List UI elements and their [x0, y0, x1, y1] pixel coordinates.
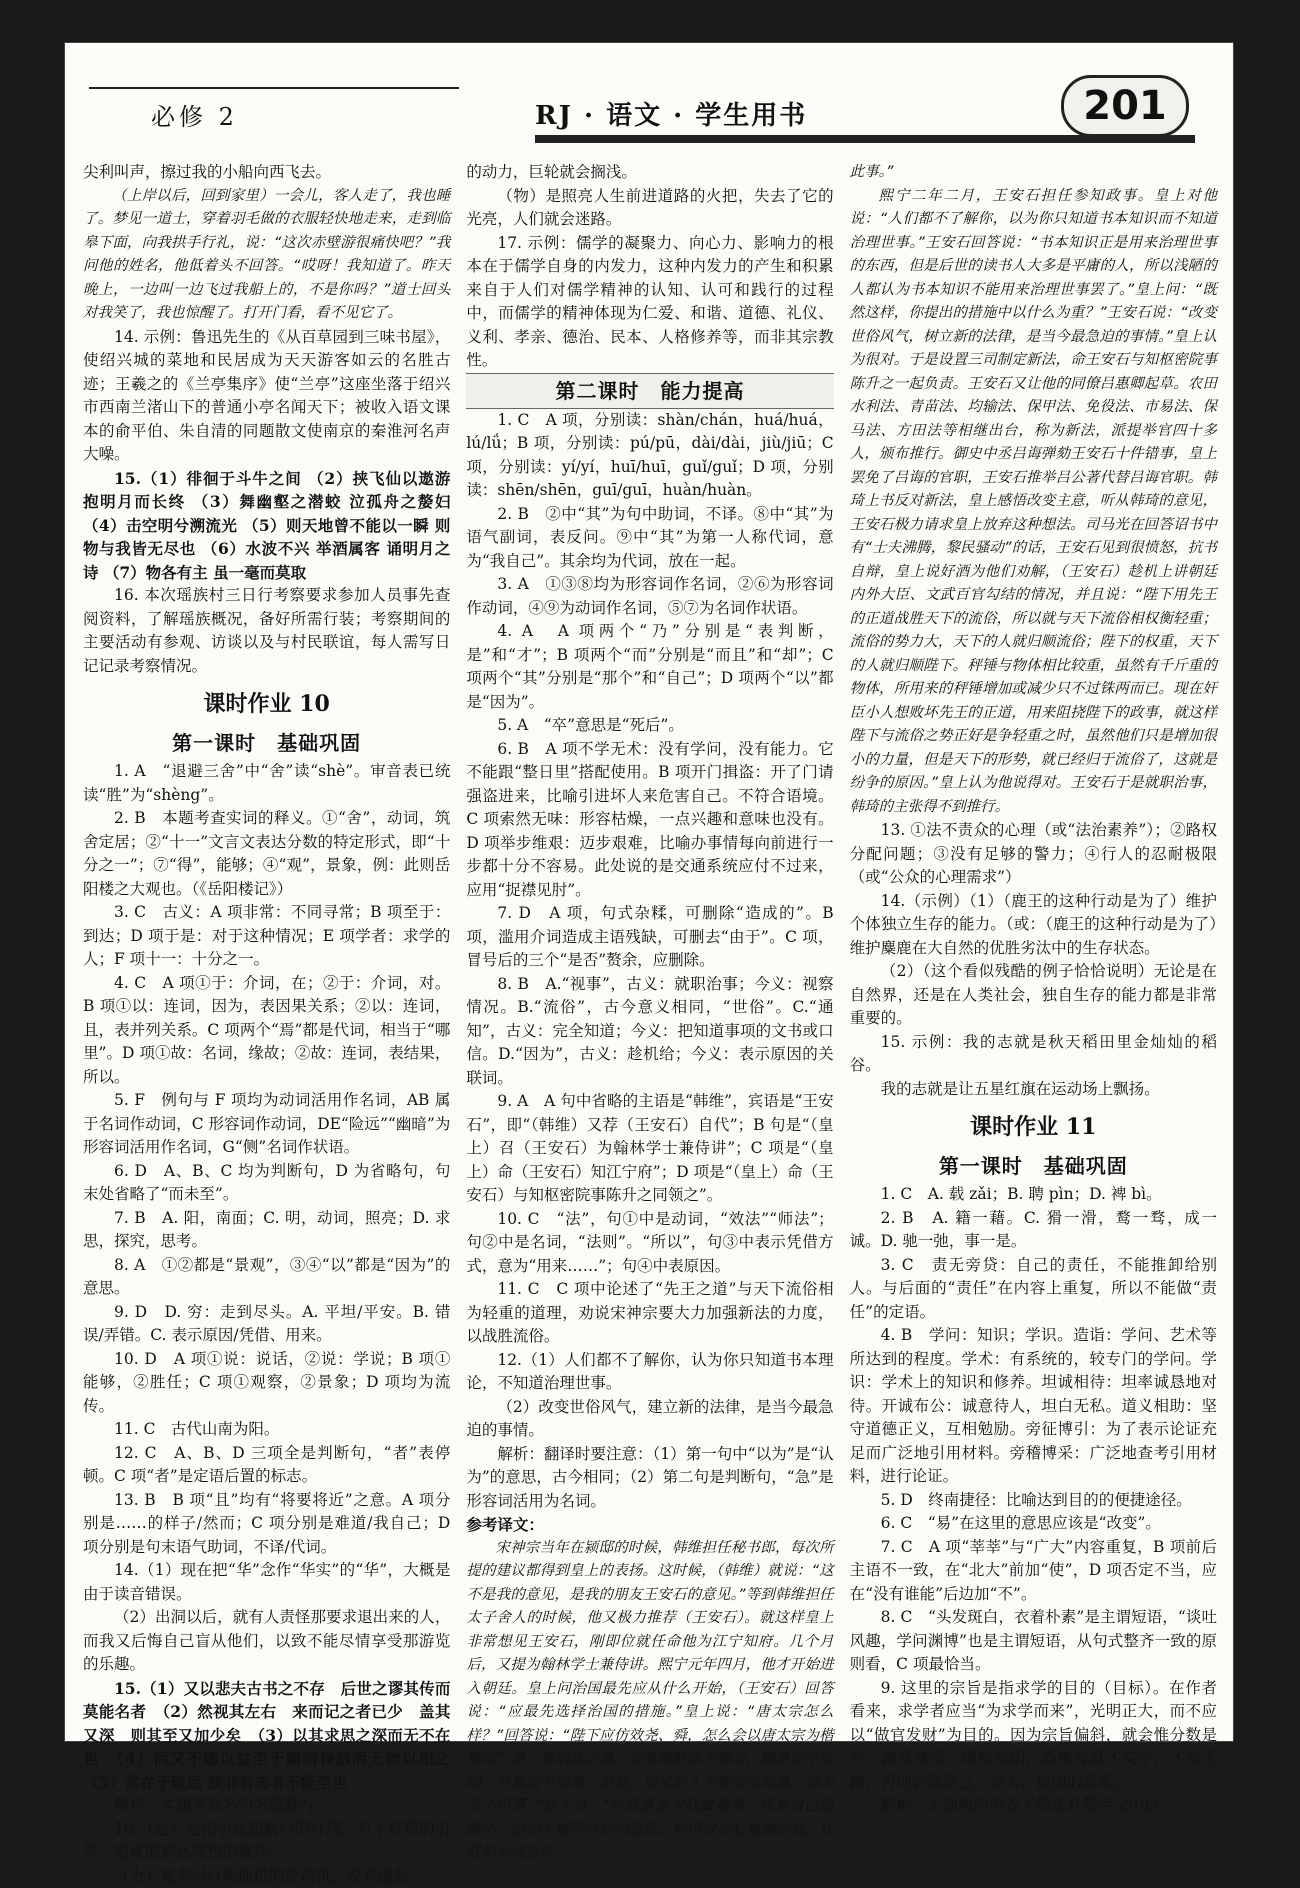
answer-paragraph: 6. D A、B、C 均为判断句，D 为省略句，句末处省略了“而未至”。	[83, 1160, 450, 1207]
answer-paragraph: （力）是牵引巨轮前进的发动机，没有强劲	[83, 1865, 450, 1888]
subject-label: 必修 2	[151, 97, 238, 132]
answer-paragraph: 5. A “卒”意思是“死后”。	[466, 714, 833, 738]
answer-paragraph: 熙宁二年二月，王安石担任参知政事。皇上对他说：“人们都不了解你，以为你只知道书本知识而不知道治理世事。”王安石回答说：“书本知识正是用来治理世事的东西，但是后世的读书人大多是平庸的人，所以浅陋的人都认为书本知识不能用来治理世事罢了。”皇上问：“既然这样，你提出的措施中以什么为重？”王安石说：“改变世俗风气，树立新的法律，是当今最急迫的事情。”皇上认为很对。于是设置三司制定新法，命王安石与知枢密院事陈升之一起负责。王安石又让他的同僚吕惠卿起草。农田水利法、青苗法、均输法、保甲法、免役法、市易法、保马法、方田法等相继出台，称为新法，派提举官四十多人，颁布推行。御史中丞吕诲弹劾王安石十件错事，皇上罢免了吕诲的官职，王安石推举吕公著代替吕诲官职。韩琦上书反对新法，皇上感悟改变主意，听从韩琦的意见，王安石极力请求皇上放弃这种想法。司马光在回答诏书中有“士夫沸腾，黎民骚动”的话，王安石见到很愤怒，抗书自辩，皇上说好酒为他们劝解，（王安石）趁机上讲朝廷内外大臣、文武百官勾结的情况，并且说：“陛下用先王的正道战胜天下的流俗，所以就与天下流俗相权衡轻重；流俗的势力大，天下的人就归顺流俗；陛下的权重，天下的人就归顺陛下。秤锤与物体相比较重，虽然有千斤重的物体，所用来的秤锤增加或减少只不过铢两而已。现在奸臣小人想败坏先王的正道，用来阻挠陛下的政事，就这样陛下与流俗之势正好是争轻重之时，虽然他们只是增加很小的力量，但是天下的形势，就已经归于流俗了，这就是纷争的原因。”皇上认为他说得对。王安石于是就职治事，韩琦的主张得不到推行。	[850, 185, 1217, 820]
answer-paragraph: 7. B A. 阳，南面；C. 明，动词，照亮；D. 求思，探究，思考。	[83, 1207, 450, 1254]
answer-paragraph: 14.（示例）（1）（鹿王的这种行动是为了）维护个体独立生存的能力。（或：（鹿王的这种行动是为了）维护麋鹿在大自然的优胜劣汰中的生存状态。	[850, 890, 1217, 961]
answer-paragraph: 9. A A 句中省略的主语是“韩维”，宾语是“王安石”，即“（韩维）又荐（王安石）自代”；B 句是“（皇上）召（王安石）为翰林学士兼侍讲”；C 项是“（皇上）命（王安石）知江宁府”；D 项是“（皇上）命（王安石）与知枢密院事陈升之同领之”。	[466, 1090, 833, 1208]
answer-paragraph: 9. D D. 穷：走到尽头。A. 平坦/平安。B. 错误/弄错。C. 表示原因/凭借、用来。	[83, 1301, 450, 1348]
answer-paragraph: 3. A ①③⑧均为形容词作名词，②⑥为形容词作动词，④⑨为动词作名词，⑤⑦为名词作状语。	[466, 573, 833, 620]
answer-paragraph: （2）改变世俗风气，建立新的法律，是当今最急迫的事情。	[466, 1396, 833, 1443]
answer-paragraph: 14. 示例：鲁迅先生的《从百草园到三味书屋》，使绍兴城的菜地和民居成为天天游客如云的名胜古迹；王羲之的《兰亭集序》使“兰亭”这座坐落于绍兴市西南兰渚山下的普通小亭名闻天下；被收入语文课本的俞平伯、朱自清的同题散文使南京的秦淮河名声大噪。	[83, 326, 450, 467]
answer-paragraph: 解析：翻译时要注意：（1）第一句中“以为”是“认为”的意思，古今相同；（2）第二句是判断句，“急”是形容词活用为名词。	[466, 1443, 833, 1514]
answer-paragraph: 2. B A. 籍一藉。C. 猾一滑，鹜一骛，成一诚。D. 驰一弛，事一是。	[850, 1207, 1217, 1254]
answer-paragraph: 尖利叫声，擦过我的小船向西飞去。	[83, 161, 450, 185]
page-number: 201	[1061, 75, 1189, 137]
answer-paragraph: 3. C 古义：A 项非常：不同寻常；B 项至于：到达；D 项于是：对于这种情况；E 项学者：求学的人；F 项十一：十分之一。	[83, 901, 450, 972]
answer-paragraph: 7. C A 项“莘莘”与“广大”内容重复，B 项前后主语不一致，在“北大”前加“使”，D 项否定不当，应在“没有谁能”后边加“不”。	[850, 1536, 1217, 1607]
answer-paragraph: 2. B ②中“其”为句中助词，不译。⑧中“其”为语气副词，表反问。⑨中“其”为第一人称代词，意为“我自己”。其余均为代词，放在一起。	[466, 503, 833, 574]
homework-heading: 课时作业 11	[850, 1107, 1217, 1147]
book-title: RJ · 语文 · 学生用书	[535, 95, 807, 132]
answer-paragraph: 17. 示例：儒学的凝聚力、向心力、影响力的根本在于儒学自身的内发力，这种内发力的产生和积累来自于人们对儒学精神的认知、认可和践行的过程中，而儒学的精神体现为仁爱、和谐、道德、礼仪、义利、孝亲、德治、民本、人格修养等，而非其宗教性。	[466, 232, 833, 373]
answer-paragraph: 1. C A. 载 zǎi；B. 聘 pìn；D. 裨 bì。	[850, 1183, 1217, 1207]
answer-paragraph: 9. 这里的宗旨是指求学的目的（目标）。在作者看来，求学者应当“为求学而来”，光明正大，而不应以“做官发财”为目的。因为宗旨偏斜，就会惟分数是争、潦草塞责、虚度光阴，而唯有真才实学，才是正路，否则会致误己、误人、误国的恶果。	[850, 1677, 1217, 1795]
answer-paragraph: （2）（这个看似残酷的例子恰恰说明）无论是在自然界，还是在人类社会，独自生存的能力都是非常重要的。	[850, 960, 1217, 1031]
answer-paragraph: 10. C “法”，句①中是动词，“效法”“师法”；句②中是名词，“法则”。“所以”，句③中表示凭借方式，意为“用来……”；句④中表原因。	[466, 1208, 833, 1279]
section-heading: 第一课时 基础巩固	[83, 726, 450, 760]
answer-paragraph: 11. C 古代山南为阳。	[83, 1418, 450, 1442]
homework-heading: 课时作业 10	[83, 684, 450, 724]
answer-paragraph: （上岸以后，回到家里）一会儿，客人走了，我也睡了。梦见一道士，穿着羽毛做的衣服轻快地走来，走到临皋下面，向我拱手行礼，说：“这次赤壁游很痛快吧？”我问他的姓名，他低着头不回答。“哎呀！我知道了。昨天晚上，一边叫一边飞过我船上的，不是你吗？”道士回头对我笑了，我也惊醒了。打开门看，看不见它了。	[83, 185, 450, 326]
answer-paragraph: （物）是照亮人生前进道路的火把，失去了它的光亮，人们就会迷路。	[466, 185, 833, 232]
answer-paragraph: 的动力，巨轮就会搁浅。	[466, 161, 833, 185]
book-page	[64, 42, 1234, 1742]
answer-paragraph: 15. 示例：我的志就是秋天稻田里金灿灿的稻谷。	[850, 1031, 1217, 1078]
answer-paragraph: 16.（志）是指引轮船航行的灯塔，有了灯塔的引导，船就能到达理想的彼岸。	[83, 1818, 450, 1865]
header-rule	[89, 87, 459, 89]
answer-paragraph: 15.（1）徘徊于斗牛之间 （2）挟飞仙以遨游 抱明月而长终 （3）舞幽壑之潜蛟 泣孤舟之嫠妇 （4）击空明兮溯流光 （5）则天地曾不能以一瞬 则物与我皆无尽也 （6）水波不兴 举酒属客 诵明月之诗 （7）物各有主 虽一毫而莫取	[83, 467, 450, 585]
answer-paragraph: 6. B A 项不学无术：没有学问，没有能力。它不能跟“整日里”搭配使用。B 项开门揖盗：开了门请强盗进来，比喻引进坏人来危害自己。不符合语境。C 项索然无味：形容枯燥，一点兴趣和意味也没有。D 项举步维艰：迈步艰难，比喻办事情每向前进行一步都十分不容易。此处说的是交通系统应付不过来，应用“捉襟见肘”。	[466, 738, 833, 903]
answer-paragraph: 解析：本题考查名句名篇默写。	[83, 1794, 450, 1818]
answer-paragraph: 7. D A 项，句式杂糅，可删除“造成的”。B 项，滥用介词造成主语残缺，可删去“由于”。C 项，冒号后的三个“是否”赘余，应删除。	[466, 902, 833, 973]
answer-paragraph: 16. 本次瑶族村三日行考察要求参加人员事先查阅资料，了解瑶族概况，备好所需行装；考察期间的主要活动有参观、访谈以及与村民联谊，每人需写日记记录考察情况。	[83, 584, 450, 678]
answer-paragraph: 参考译文：	[466, 1513, 833, 1537]
answer-paragraph: 8. C “头发斑白，衣着朴素”是主谓短语，“谈吐风趣，学问渊博”也是主谓短语，从句式整齐一致的原则看，C 项最恰当。	[850, 1606, 1217, 1677]
answer-paragraph: 8. A ①②都是“景观”，③④“以”都是“因为”的意思。	[83, 1254, 450, 1301]
answer-paragraph: 2. B 本题考查实词的释义。①“舍”，动词，筑舍定居；②“十一”文言文表达分数的特定形式，即“十分之一”；⑦“得”，能够；④“观”，景象，例：此则岳阳楼之大观也。（《岳阳楼记》）	[83, 807, 450, 901]
answer-paragraph: （2）出洞以后，就有人责怪那要求退出来的人，而我又后悔自己盲从他们，以致不能尽情享受那游览的乐趣。	[83, 1606, 450, 1677]
answer-paragraph: 5. F 例句与 F 项均为动词活用作名词，AB 属于名词作动词，C 形容词作动词，DE“险远”“幽暗”为形容词活用作名词，G“侧”名词作状语。	[83, 1089, 450, 1160]
answer-paragraph: 4. B 学问：知识；学识。造诣：学问、艺术等所达到的程度。学术：有系统的，较专门的学问。学识：学术上的知识和修养。坦诚相待：坦率诚恳地对待。开诚布公：诚意待人，坦白无私。道义相助：坚守道德正义，互相勉励。旁征博引：为了表示论证充足而广泛地引用材料。旁稽博采：广泛地查考引用材料，进行论证。	[850, 1324, 1217, 1489]
answer-paragraph: 5. D 终南捷径：比喻达到目的的便捷途径。	[850, 1489, 1217, 1513]
answer-paragraph: 4. A A 项两个“乃”分别是“表判断，是”和“才”；B 项两个“而”分别是“而且”和“却”；C 项两个“其”分别是“那个”和“自己”；D 项两个“以”都是“因为”。	[466, 620, 833, 714]
answer-paragraph: 4. C A 项①于：介词，在；②于：介词，对。B 项①以：连词，因为，表因果关系；②以：连词，且，表并列关系。C 项两个“焉”都是代词，相当于“哪里”。D 项①故：名词，缘故；②故：连词，表结果，所以。	[83, 972, 450, 1090]
answer-paragraph: 解析：上面两问考查了筛选并整合文中信	[850, 1794, 1217, 1818]
answer-paragraph: 1. C A 项，分别读：shàn/chán，huá/huá，lú/lǘ；B 项，分别读：pú/pū，dài/dài，jiù/jiū；C 项，分别读：yí/yí，huī/huī，guǐ/guǐ；D 项，分别读：shēn/shēn，guī/guī，huàn/huàn。	[466, 409, 833, 503]
answer-paragraph: 14.（1）现在把“华”念作“华实”的“华”，大概是由于读音错误。	[83, 1559, 450, 1606]
answer-paragraph: 12. C A、B、D 三项全是判断句，“者”表停顿。C 项“者”是定语后置的标志。	[83, 1442, 450, 1489]
answer-paragraph: 12.（1）人们都不了解你，认为你只知道书本理论，不知道治理世事。	[466, 1349, 833, 1396]
answer-paragraph: 宋神宗当年在颍邸的时候，韩维担任秘书郎，每次所提的建议都得到皇上的表扬。这时候，（韩维）就说：“这不是我的意见，是我的朋友王安石的意见。”等到韩维担任太子舍人的时候，他又极力推荐（王安石）。就这样皇上非常想见王安石，刚即位就任命他为江宁知府。几个月后，又提为翰林学士兼侍讲。熙宁元年四月，他才开始进入朝廷。皇上问治国最先应从什么开始，（王安石）回答说：“应最先选择治国的措施。”皇上说：“唐太宗怎么样？”回答说：“陛下应仿效尧、舜，怎么会以唐太宗为楷模呢？尧、舜治政之道，非常简略而不繁杂，精要而不迂阔，容易而不烦难。但是，后来的人不能完全知道，以为高不可攀。”皇上说：“你真是要求我做难事，我看自己很渺小，恐怕不能符合你的意思。你可以尽心地辅助我，让我们共同完成	[466, 1537, 833, 1866]
page-header	[65, 43, 1233, 153]
column-right	[850, 161, 1217, 1721]
answer-paragraph: 我的志就是让五星红旗在运动场上飘扬。	[850, 1078, 1217, 1102]
answer-paragraph: 6. C “易”在这里的意思应该是“改变”。	[850, 1512, 1217, 1536]
answer-paragraph: 13. ①法不责众的心理（或“法治素养”）；②路权分配问题；③没有足够的警力；④行人的忍耐极限（或“公众的心理需求”）	[850, 819, 1217, 890]
answer-paragraph: 11. C C 项中论述了“先王之道”与天下流俗相为轻重的道理，劝说宋神宗要大力加强新法的力度，以战胜流俗。	[466, 1278, 833, 1349]
answer-paragraph: 15.（1）又以悲夫古书之不存 后世之谬其传而莫能名者 （2）然视其左右 来而记之者已少 盖其又深 则其至又加少矣 （3）以其求思之深而无不在也 （4）而又不随以怠至于幽暗昏惑而无物以相之 （5）常在于险远 故非有志者不能至也	[83, 1677, 450, 1795]
section-heading: 第一课时 基础巩固	[850, 1149, 1217, 1183]
answer-paragraph: 3. C 责无旁贷：自己的责任，不能推卸给别人。与后面的“责任”在内容上重复，所以不能做“责任”的定语。	[850, 1254, 1217, 1325]
answer-paragraph: 13. B B 项“且”均有“将要将近”之意。A 项分别是……的样子/然而；C 项分别是难道/我自己；D 项分别是句末语气助词，不译/代词。	[83, 1489, 450, 1560]
answer-paragraph: 10. D A 项①说：说话，②说：学说；B 项①能够，②胜任；C 项①观察，②景象；D 项均为流传。	[83, 1348, 450, 1419]
answer-paragraph: 1. A “退避三舍”中“舍”读“shè”。审音表已统读“胜”为“shèng”。	[83, 760, 450, 807]
column-left	[83, 161, 450, 1721]
answer-columns	[83, 161, 1217, 1721]
section-heading: 第二课时 能力提高	[466, 373, 833, 409]
answer-paragraph: 此事。”	[850, 161, 1217, 185]
column-middle	[466, 161, 833, 1721]
answer-paragraph: 8. B A.“视事”，古义：就职治事；今义：视察情况。B.“流俗”，古今意义相同，“世俗”。C.“通知”，古义：完全知道；今义：把知道事项的文书或口信。D.“因为”，古义：趁机给；今义：表示原因的关联词。	[466, 973, 833, 1091]
